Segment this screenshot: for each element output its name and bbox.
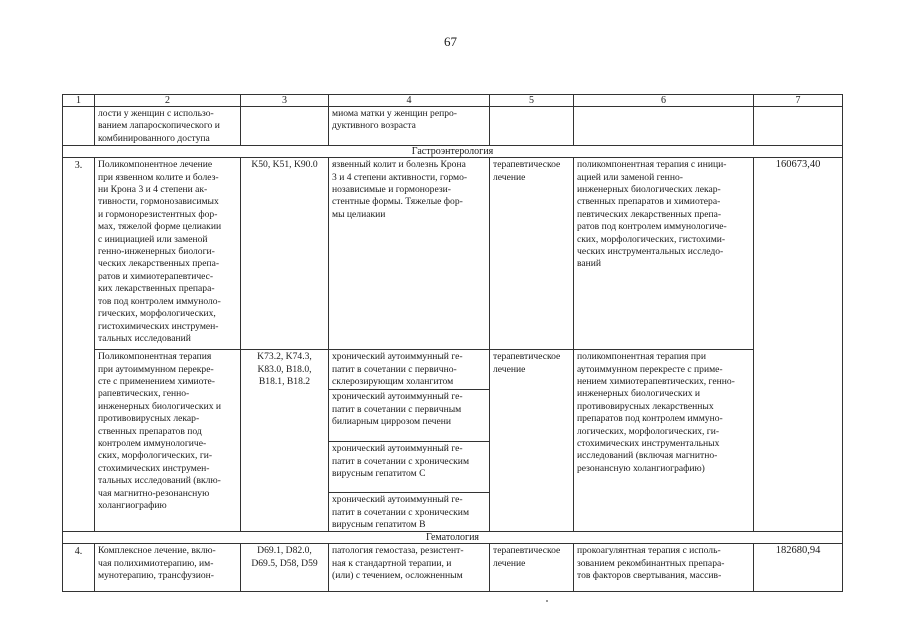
icd-codes: K50, K51, K90.0 xyxy=(251,159,318,171)
diagnosis-item: хронический аутоиммунный ге- патит в сочетании с первично- склерозирующим холангитом xyxy=(329,350,489,390)
table-row-4 xyxy=(63,544,843,592)
column-number: 7 xyxy=(754,95,843,107)
column-number-row xyxy=(63,95,843,107)
table-row-3b xyxy=(63,350,843,532)
method-name: Поликомпонентная терапия при аутоиммунном перекре- сте с применением химиоте- рапевтических, генно- инженерных биологических и противовирусных лекар- ственных препаратов под контролем иммунологиче- ских, морфологических, ги- стохимических инструмен- тальных исследований (вклю- чая магнитно-резонансную холангиографию xyxy=(98,351,222,512)
row-number: 3. xyxy=(63,158,95,532)
medical-care-table xyxy=(62,94,843,592)
section-row-hematology xyxy=(63,532,843,544)
diagnosis-model: миома матки у женщин репро- дуктивного возраста xyxy=(332,108,458,132)
column-number: 3 xyxy=(241,95,329,107)
method-name: лости у женщин с использо- ванием лапароскопического и комбинированного доступа xyxy=(98,108,220,144)
table-row-3 xyxy=(63,158,843,350)
method-name: Поликомпонентное лечение при язвенном колите и болез- ни Крона 3 и 4 степени ак- тивности, гормонозависимых и гормонорезистентных фор- мах, тяжелой форме целиакии с инициацией или заменой генно-инженерных биологи- ческих лекарственных препа- ратов и химиотерапевтичес- ких лекарственных препара- тов под контролем иммуноло- гических, морфологических, гистохимических инструмен- тальных исследований xyxy=(98,159,222,344)
scan-speck xyxy=(546,600,548,602)
diagnosis-model: язвенный колит и болезнь Крона 3 и 4 степени активности, гормо- нозависимые и гормонорези- стентные формы. Тяжелые фор- мы целиакии xyxy=(332,159,468,220)
icd-codes: K73.2, K74.3, K83.0, B18.0, B18.1, B18.2 xyxy=(257,351,312,388)
column-number: 1 xyxy=(63,95,95,107)
column-number: 2 xyxy=(95,95,241,107)
diagnosis-item: хронический аутоиммунный ге- патит в сочетании с хроническим вирусным гепатитом C xyxy=(329,442,489,493)
icd-codes: D69.1, D82.0, D69.5, D58, D59 xyxy=(251,545,318,569)
diagnosis-model: патология гемостаза, резистент- ная к стандартной терапии, и (или) с течением, осложненным xyxy=(332,545,464,582)
treatment-type: терапевтическое лечение xyxy=(493,159,561,183)
diagnosis-item: хронический аутоиммунный ге- патит в сочетании с хроническим вирусным гепатитом B xyxy=(332,494,470,531)
column-number: 5 xyxy=(490,95,574,107)
cost-value: 160673,40 xyxy=(754,158,843,532)
method-name: Комплексное лечение, вклю- чая полихимиотерапию, им- мунотерапию, трансфузион- xyxy=(98,545,216,582)
treatment-method: поликомпонентная терапия с иници- ацией или заменой генно- инженерных биологических лекар- ственных препаратов и химиотера- певтических лекарственных препа- ратов под контролем иммунологиче- ских, морфологических, гистохими- ческих инструментальных исследо- ваний xyxy=(577,159,727,270)
page-number: 67 xyxy=(444,34,457,49)
section-title: Гастроэнтерология xyxy=(63,146,843,158)
column-number: 6 xyxy=(574,95,754,107)
treatment-method: прокоагулянтная терапия с исполь- зованием рекомбинантных препара- тов факторов свертывания, массив- xyxy=(577,545,725,582)
column-number: 4 xyxy=(329,95,490,107)
row-number: 4. xyxy=(63,544,95,592)
diagnosis-item: хронический аутоиммунный ге- патит в сочетании с первичным билиарным циррозом печени xyxy=(329,390,489,442)
treatment-type: терапевтическое лечение xyxy=(493,351,561,375)
treatment-type: терапевтическое лечение xyxy=(493,545,561,569)
cost-value: 182680,94 xyxy=(754,544,843,592)
table-row-continuation xyxy=(63,107,843,146)
section-title: Гематология xyxy=(63,532,843,544)
section-row-gastroenterology xyxy=(63,146,843,158)
treatment-method: поликомпонентная терапия при аутоиммунном перекресте с приме- нением химиотерапевтических, генно- инженерных биологических и противовирусных лекарственных препаратов под контролем иммуно- логических, морфологических, ги- стохимических инструментальных исследований (включая магнитно- резонансную холангиографию) xyxy=(577,351,735,474)
